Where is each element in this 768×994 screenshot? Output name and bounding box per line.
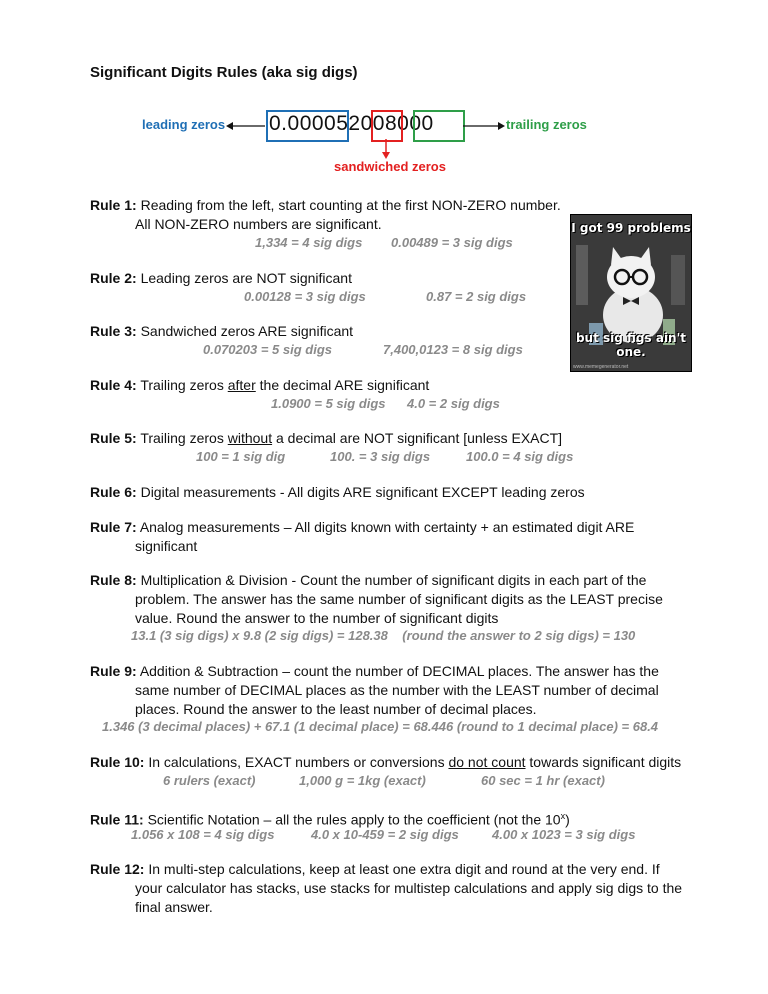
down-arrow-icon [380, 139, 392, 159]
rule-label: Rule 12: [90, 861, 145, 877]
rule-text-cont: value. Round the answer to the number of significant digits [135, 610, 499, 626]
rule-text-cont: All NON-ZERO numbers are significant. [135, 216, 382, 232]
rule-text: ) [565, 811, 570, 828]
leading-zeros-label: leading zeros [142, 117, 226, 132]
rule-8 [90, 571, 663, 628]
rule-text: In calculations, EXACT numbers or conversions [148, 754, 449, 770]
rule-text: Analog measurements – All digits known with certainty + an estimated digit ARE [139, 519, 635, 535]
left-arrow-icon [226, 120, 266, 132]
example: 1,000 g = 1kg (exact) [299, 773, 426, 788]
example: 13.1 (3 sig digs) x 9.8 (2 sig digs) = 128.38 (round the answer to 2 sig digs) = 130 [131, 628, 636, 643]
rule-label: Rule 10: [90, 754, 145, 770]
middle-part-2: 8 [384, 112, 398, 135]
example: 1.056 x 108 = 4 sig digs [131, 827, 275, 842]
trailing-zeros-label: trailing zeros [506, 117, 587, 132]
rule-text: towards significant digits [525, 754, 682, 770]
rule-text: Scientific Notation – all the rules apply to the coefficient (not the 10 [147, 811, 561, 828]
rule-label: Rule 1: [90, 197, 137, 213]
example: 1,334 = 4 sig digs [255, 235, 363, 250]
example: 1.0900 = 5 sig digs [271, 396, 386, 411]
rule-label: Rule 5: [90, 430, 137, 446]
rule-5 [90, 429, 562, 448]
rule-text-cont: places. Round the answer to the least number of decimal places. [135, 701, 537, 717]
leading-zeros-box [266, 110, 349, 142]
example: 4.0 = 2 sig digs [407, 396, 500, 411]
sandwiched-zeros-label: sandwiched zeros [334, 159, 446, 174]
example: 100.0 = 4 sig digs [466, 449, 574, 464]
rule-text: Sandwiched zeros ARE significant [140, 323, 354, 339]
rule-12 [90, 860, 682, 917]
rule-text-cont: problem. The answer has the same number of significant digits as the LEAST precise [135, 591, 663, 607]
rule-1 [90, 196, 561, 234]
middle-part-1: 52 [336, 112, 361, 135]
example: 0.00489 = 3 sig digs [391, 235, 513, 250]
example: 0.87 = 2 sig digs [426, 289, 527, 304]
rule-6 [90, 483, 585, 502]
rule-text: Reading from the left, start counting at the first NON-ZERO number. [140, 197, 561, 213]
rule-label: Rule 2: [90, 270, 137, 286]
example: 7,400,0123 = 8 sig digs [383, 342, 523, 357]
rule-3 [90, 322, 353, 341]
example: 100. = 3 sig digs [330, 449, 431, 464]
rule-10 [90, 753, 681, 772]
rule-7 [90, 518, 634, 556]
rule-label: Rule 9: [90, 663, 137, 679]
meme-watermark: www.memegenerator.net [573, 364, 629, 370]
rule-9 [90, 662, 659, 719]
cat-meme-image [570, 214, 692, 372]
rule-text-cont: your calculator has stacks, use stacks for multistep calculations and apply sig digs to the [135, 880, 683, 896]
rule-text: the decimal ARE significant [255, 377, 430, 393]
rule-text-cont: same number of DECIMAL places as the number with the LEAST number of decimal [135, 682, 659, 698]
right-arrow-icon [463, 120, 505, 132]
page-title: Significant Digits Rules (aka sig digs) [90, 64, 358, 81]
sandwiched-part: 00 [360, 112, 385, 135]
example: 100 = 1 sig dig [196, 449, 286, 464]
rule-label: Rule 6: [90, 484, 137, 500]
rule-text: In multi-step calculations, keep at least one extra digit and round at the very end. If [148, 861, 660, 877]
rule-text-underlined: do not count [448, 754, 526, 770]
rule-text-underlined: after [227, 377, 256, 393]
rule-4 [90, 376, 429, 395]
example: 4.0 x 10-459 = 2 sig digs [311, 827, 459, 842]
example: 4.00 x 1023 = 3 sig digs [492, 827, 636, 842]
rule-text-underlined: without [227, 430, 273, 446]
rule-text: a decimal are NOT significant [unless EXACT] [272, 430, 563, 446]
trailing-part: 000 [397, 112, 434, 135]
rule-text: Digital measurements - All digits ARE significant EXCEPT leading zeros [140, 484, 585, 500]
rule-label: Rule 3: [90, 323, 137, 339]
rule-label: Rule 11: [90, 811, 144, 828]
example: 1.346 (3 decimal places) + 67.1 (1 decimal place) = 68.446 (round to 1 decimal place) = 68.4 [102, 719, 659, 734]
leading-part: 0.0000 [269, 112, 337, 135]
rule-text-cont: final answer. [135, 899, 213, 915]
rule-text: Trailing zeros [140, 430, 228, 446]
example: 60 sec = 1 hr (exact) [481, 773, 605, 788]
rule-text: Trailing zeros [140, 377, 228, 393]
sandwiched-zeros-box [371, 110, 403, 142]
rule-label: Rule 7: [90, 519, 137, 535]
superscript: x [560, 811, 566, 821]
rule-text: Leading zeros are NOT significant [140, 270, 352, 286]
example: 0.070203 = 5 sig digs [203, 342, 332, 357]
meme-top-text: I got 99 problems [571, 221, 691, 235]
rule-label: Rule 4: [90, 377, 137, 393]
rule-2 [90, 269, 352, 288]
rule-label: Rule 8: [90, 572, 137, 588]
example: 0.00128 = 3 sig digs [244, 289, 366, 304]
meme-bottom-text: but sig figs ain't one. [575, 331, 687, 359]
example: 6 rulers (exact) [163, 773, 256, 788]
rule-text: Addition & Subtraction – count the number of DECIMAL places. The answer has the [139, 663, 659, 679]
rule-text: Multiplication & Division - Count the number of significant digits in each part of the [140, 572, 647, 588]
rule-text-cont: significant [135, 538, 198, 554]
trailing-zeros-box [413, 110, 465, 142]
